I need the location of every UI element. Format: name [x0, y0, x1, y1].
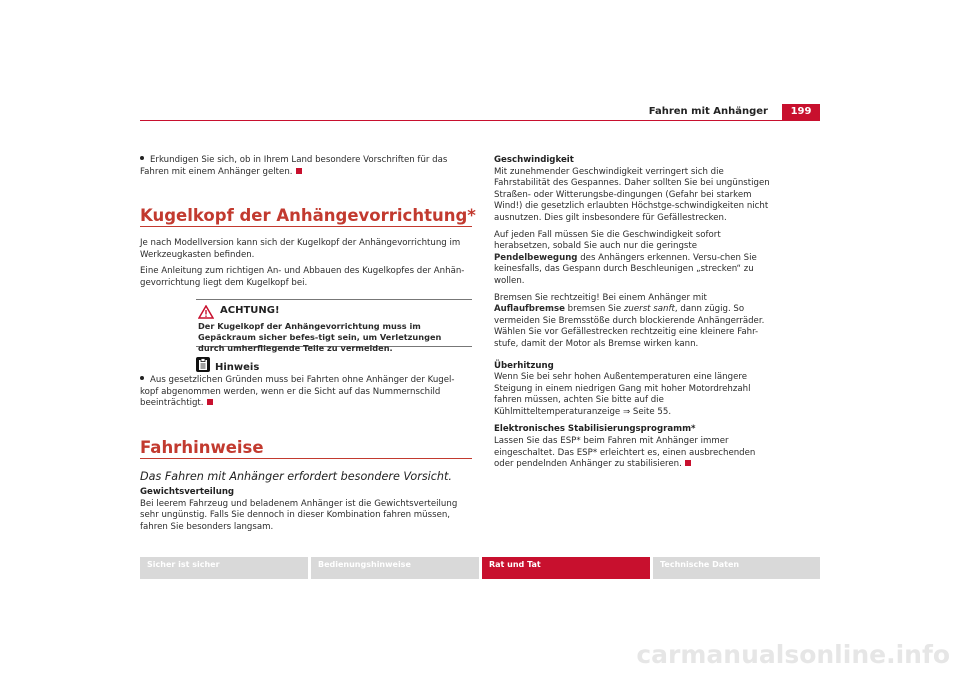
- speed-paragraph-1: Mit zunehmender Geschwindigkeit verringert sich die Fahrstabilität des Gespannes. Daher sollten Sie bei ungünstigen Straßen- oder Witterungsbe-dingungen (Gefahr bei starkem Wind!) die gesetzlich erlaubten Höchstge-schwindigkeiten nicht ausnutzen. Dies gilt insbesondere für Gefällestrecken.: [494, 166, 770, 223]
- footer-tab-technische-daten[interactable]: Technische Daten: [653, 557, 820, 579]
- footer-tab-rat-und-tat[interactable]: Rat und Tat: [482, 557, 650, 579]
- warning-title: ACHTUNG!: [220, 305, 280, 316]
- page-number: 199: [782, 104, 820, 120]
- section-kugelkopf-rule: [140, 226, 472, 227]
- gewicht-text: Bei leerem Fahrzeug und beladenem Anhänger ist die Gewichtsverteilung sehr ungünstig. Falls Sie dennoch in dieser Kombination fahren müssen, fahren Sie besonders langsam.: [140, 498, 458, 532]
- speed-paragraph-2: Auf jeden Fall müssen Sie die Geschwindigkeit sofort herabsetzen, sobald Sie auch nur die geringste Pendelbewegung des Anhängers erkennen. Versu-chen Sie keinesfalls, das Gespann durch Beschleunigen „strecken“ zu wollen.: [494, 229, 757, 286]
- section-fahrhinweise-title: Fahrhinweise: [140, 438, 264, 457]
- note-icon: [196, 357, 210, 372]
- esp-heading: Elektronisches Stabilisierungsprogramm*: [494, 424, 696, 435]
- left-column: [140, 155, 472, 178]
- kugelkopf-paragraph-2: Eine Anleitung zum richtigen An- und Abbauen des Kugelkopfes der Anhän-gevorrichtung liegt dem Kugelkopf bei.: [140, 266, 465, 288]
- section-kugelkopf-title: Kugelkopf der Anhängevorrichtung*: [140, 206, 476, 225]
- end-mark-icon: [685, 460, 691, 466]
- bullet-icon: [140, 376, 144, 380]
- gewicht-heading: Gewichtsverteilung: [140, 487, 235, 497]
- watermark: carmanualsonline.info: [636, 640, 950, 669]
- section-fahrhinweise-subtitle: Das Fahren mit Anhänger erfordert besondere Vorsicht.: [140, 470, 452, 483]
- heat-heading: Überhitzung: [494, 360, 554, 371]
- end-mark-icon: [207, 399, 213, 405]
- heat-text: Wenn Sie bei sehr hohen Außentemperaturen eine längere Steigung in einem niedrigen Gang mit hoher Motordrehzahl fahren müssen, achten Sie bitte auf die Kühlmitteltemperaturanzeige ⇒ Seite 55.: [494, 372, 751, 417]
- esp-text: Lassen Sie das ESP* beim Fahren mit Anhänger immer eingeschaltet. Das ESP* erleichtert es, einen ausbrechenden oder pendelnden Anhänger zu stabilisieren.: [494, 436, 756, 470]
- note-text: Aus gesetzlichen Gründen muss bei Fahrten ohne Anhänger der Kugel-kopf abgenommen werden, wenn er die Sicht auf das Nummernschild beeinträchtigt.: [140, 375, 455, 409]
- page-header: [140, 104, 820, 120]
- kugelkopf-body: [140, 238, 472, 289]
- right-column: [494, 155, 774, 471]
- note-title: Hinweis: [215, 362, 260, 373]
- header-title: Fahren mit Anhänger: [648, 106, 768, 117]
- gewicht-block: [140, 487, 472, 533]
- end-mark-icon: [296, 168, 302, 174]
- section-fahrhinweise-rule: [140, 458, 472, 459]
- footer-tab-sicher[interactable]: Sicher ist sicher: [140, 557, 308, 579]
- warning-box: [196, 299, 472, 353]
- intro-bullet: Erkundigen Sie sich, ob in Ihrem Land besondere Vorschriften für das Fahren mit einem Anhänger gelten.: [140, 155, 448, 177]
- speed-paragraph-3: Bremsen Sie rechtzeitig! Bei einem Anhänger mit Auflaufbremse bremsen Sie zuerst sanft, dann zügig. So vermeiden Sie Bremsstöße durch blockierende Anhängerräder. Wählen Sie vor Gefällestrecken rechtzeitig eine kleinere Fahr-stufe, damit der Motor als Bremse wirken kann.: [494, 292, 765, 349]
- kugelkopf-paragraph-1: Je nach Modellversion kann sich der Kugelkopf der Anhängevorrichtung im Werkzeugkasten befinden.: [140, 238, 461, 260]
- warning-text: Der Kugelkopf der Anhängevorrichtung muss im Gepäckraum sicher befes-tigt sein, um Verletzungen durch umherfliegende Teile zu vermeiden.: [198, 321, 442, 353]
- note-body: [140, 375, 472, 410]
- footer-tab-bedienung[interactable]: Bedienungshinweise: [311, 557, 479, 579]
- warning-icon: [198, 304, 214, 318]
- speed-heading: Geschwindigkeit: [494, 155, 574, 165]
- bullet-icon: [140, 156, 144, 160]
- header-rule: [140, 120, 820, 121]
- note-header: [196, 357, 472, 373]
